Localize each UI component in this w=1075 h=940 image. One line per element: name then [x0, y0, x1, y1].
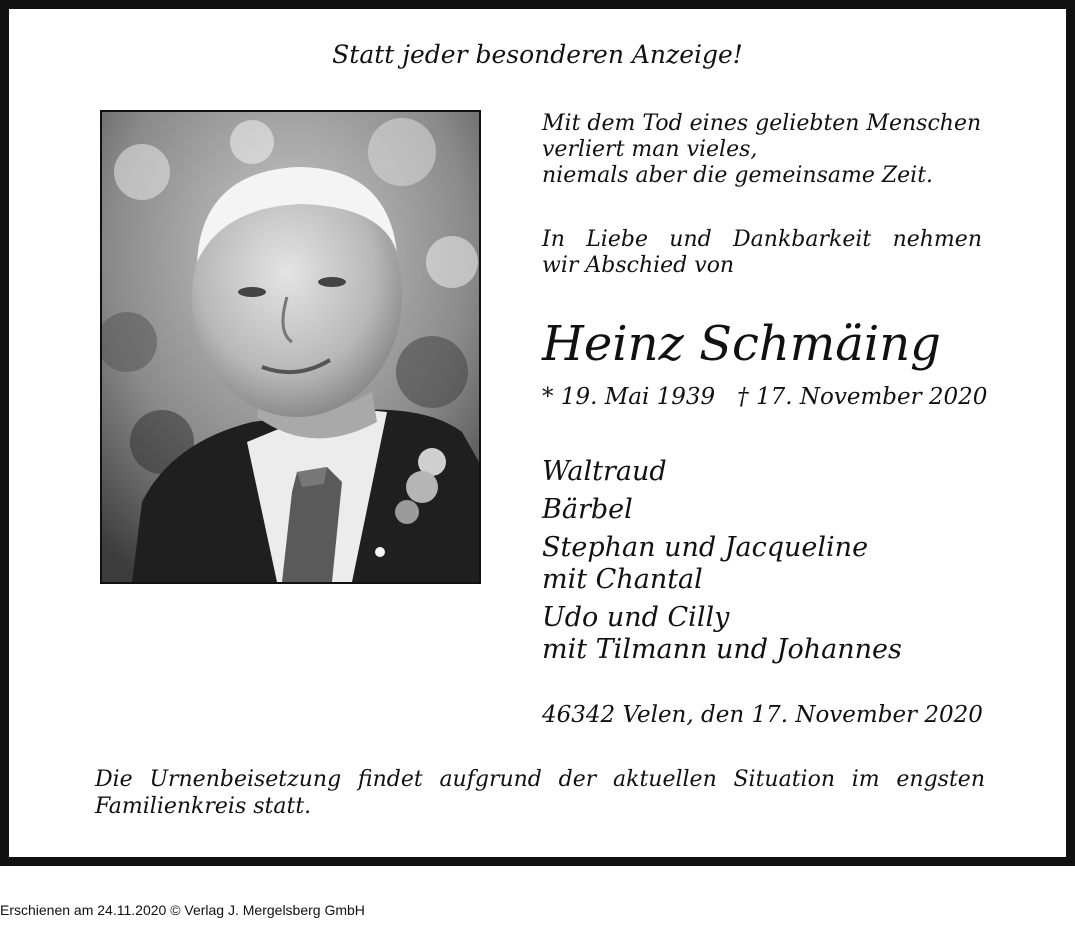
family-member: [542, 494, 982, 526]
family-list: [542, 456, 982, 672]
thanks-block: [542, 227, 982, 279]
family-member: [542, 602, 982, 666]
family-member: [542, 456, 982, 488]
burial-note-line-2: Familienkreis statt.: [95, 794, 312, 819]
family-line: mit Chantal: [542, 564, 703, 595]
death-date: † 17. November 2020: [737, 384, 988, 410]
burial-note: [95, 766, 985, 820]
quote-line: niemals aber die gemeinsame Zeit.: [542, 163, 934, 188]
family-line: Bärbel: [542, 494, 633, 525]
quote-block: [542, 111, 982, 189]
quote-line: Mit dem Tod eines geliebten Menschen: [542, 111, 982, 136]
family-member: [542, 532, 982, 596]
family-line: Stephan und Jacqueline: [542, 532, 869, 563]
family-line: Udo und Cilly: [542, 602, 730, 633]
burial-note-line-1: Die Urnenbeisetzung findet aufgrund der aktuellen Situation im engsten: [95, 767, 985, 792]
birth-date: * 19. Mai 1939: [542, 384, 716, 410]
header-text: Statt jeder besonderen Anzeige!: [332, 40, 743, 69]
quote-line: verliert man vieles,: [542, 137, 758, 162]
family-line: mit Tilmann und Johannes: [542, 634, 902, 665]
portrait-photo: [100, 110, 481, 584]
thanks-line-2: wir Abschied von: [542, 253, 735, 278]
family-line: Waltraud: [542, 456, 667, 487]
thanks-line-1: In Liebe und Dankbarkeit nehmen: [542, 227, 982, 252]
life-dates: [542, 382, 992, 412]
publication-footer: Erschienen am 24.11.2020 © Verlag J. Mergelsberg GmbH: [0, 902, 365, 918]
place-date: 46342 Velen, den 17. November 2020: [542, 702, 983, 728]
deceased-name: Heinz Schmäing: [542, 316, 941, 372]
